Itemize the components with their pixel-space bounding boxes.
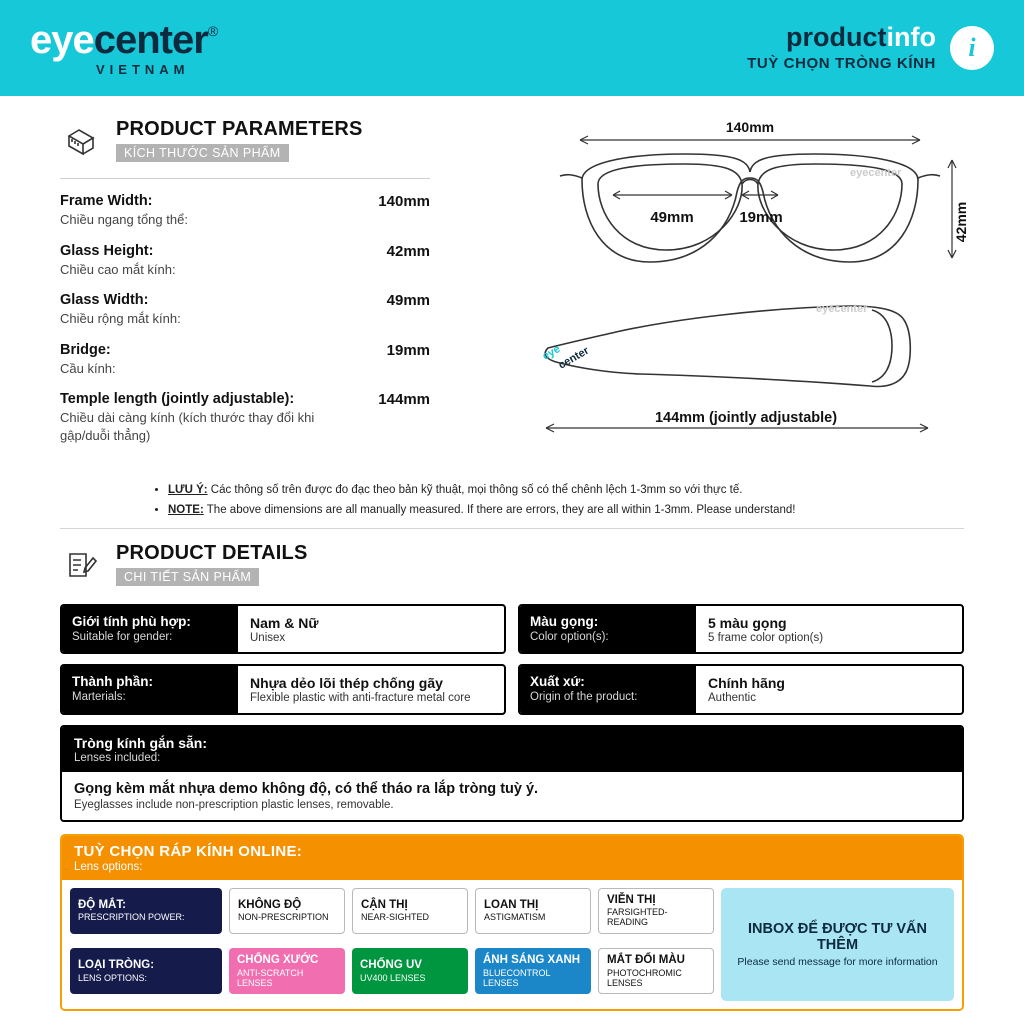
note-pencil-icon bbox=[60, 543, 102, 585]
param-row-glass-width bbox=[60, 292, 430, 328]
diagram-watermark-2: eyecenter bbox=[816, 303, 868, 315]
lenses-included-block bbox=[60, 725, 964, 822]
detail-value-vi: Nhựa dẻo lõi thép chống gãy bbox=[250, 674, 443, 691]
lens-options-row-power bbox=[70, 888, 714, 934]
diagram-temple-label: 144mm (jointly adjustable) bbox=[654, 410, 838, 426]
diagram-lens-height-label: 42mm bbox=[953, 201, 969, 243]
lenses-included-key-en: Lenses included: bbox=[74, 751, 161, 764]
detail-key-en: Origin of the product: bbox=[530, 690, 638, 703]
logo-text-center: center bbox=[93, 18, 208, 62]
details-title-vi: CHI TIẾT SẢN PHẨM bbox=[116, 568, 259, 586]
param-label: Glass Height: bbox=[60, 242, 154, 259]
chip-label-en: NEAR-SIGHTED bbox=[361, 912, 430, 923]
detail-value-vi: Nam & Nữ bbox=[250, 614, 319, 631]
chip-bluecontrol[interactable] bbox=[475, 948, 591, 994]
detail-cell-gender bbox=[60, 604, 506, 654]
header-title bbox=[747, 23, 936, 53]
note-en-label: NOTE: bbox=[168, 503, 204, 516]
logo-text-eye: eye bbox=[30, 18, 94, 62]
detail-value-en: Authentic bbox=[708, 691, 756, 704]
note-en-text: The above dimensions are all manually measured. If there are errors, they are all within 1-3mm. Please understand! bbox=[206, 503, 796, 516]
lenses-included-key-vi: Tròng kính gắn sẵn: bbox=[74, 734, 208, 751]
detail-cell-color bbox=[518, 604, 964, 654]
detail-value-en: Flexible plastic with anti-fracture metal core bbox=[250, 691, 471, 704]
detail-key-en: Marterials: bbox=[72, 690, 126, 703]
inbox-cta-subtitle: Please send message for more information bbox=[737, 956, 938, 969]
param-label: Frame Width: bbox=[60, 193, 153, 209]
page-header bbox=[0, 0, 1024, 96]
chip-lens-options bbox=[70, 948, 222, 994]
chip-label-en: UV400 LENSES bbox=[360, 972, 426, 983]
brand-logo bbox=[30, 20, 218, 76]
chip-label-vi: LOAN THỊ bbox=[484, 898, 539, 911]
param-label: Bridge: bbox=[60, 341, 111, 358]
parameters-heading bbox=[60, 118, 430, 162]
chip-label-vi: ĐỘ MẮT: bbox=[78, 898, 126, 911]
header-right-block bbox=[747, 23, 994, 72]
details-row-1 bbox=[60, 604, 964, 654]
lenses-included-value-vi: Gọng kèm mắt nhựa demo không độ, có thể tháo ra lắp tròng tuỳ ý. bbox=[74, 780, 539, 797]
divider-parameters bbox=[60, 178, 430, 179]
detail-key-vi: Giới tính phù hợp: bbox=[72, 614, 191, 629]
chip-photochromic[interactable] bbox=[598, 948, 714, 994]
logo-registered-mark: ® bbox=[207, 23, 219, 39]
detail-key-en: Color option(s): bbox=[530, 630, 609, 643]
header-title-word1: product bbox=[786, 22, 887, 53]
product-details-heading bbox=[60, 542, 308, 586]
param-row-bridge bbox=[60, 342, 430, 378]
chip-label-en: PHOTOCHROMIC LENSES bbox=[607, 967, 682, 988]
chip-anti-scratch[interactable] bbox=[229, 948, 345, 994]
lenses-included-value-en: Eyeglasses include non-prescription plastic lenses, removable. bbox=[74, 798, 394, 811]
notes-block bbox=[150, 482, 950, 521]
detail-value-en: Unisex bbox=[250, 631, 286, 644]
chip-label-vi: MẮT ĐỔI MÀU bbox=[607, 954, 685, 967]
chip-uv400[interactable] bbox=[352, 948, 468, 994]
eyeglass-diagram bbox=[520, 110, 980, 480]
lens-options-chips bbox=[70, 888, 714, 1002]
chip-label-vi: CHỐNG XƯỚC bbox=[237, 954, 319, 967]
detail-cell-materials bbox=[60, 664, 506, 714]
param-label: Glass Width: bbox=[60, 292, 149, 309]
chip-label-vi: ÁNH SÁNG XANH bbox=[483, 954, 581, 967]
chip-label-en: NON-PRESCRIPTION bbox=[238, 912, 329, 923]
info-icon: i bbox=[950, 26, 994, 70]
chip-farsighted[interactable] bbox=[598, 888, 714, 934]
lens-options-row-type bbox=[70, 948, 714, 994]
diagram-lens-width-label: 49mm bbox=[650, 209, 694, 226]
lens-options-title-vi: TUỲ CHỌN RÁP KÍNH ONLINE: bbox=[74, 842, 303, 860]
divider-section bbox=[60, 528, 964, 529]
detail-value-vi: Chính hãng bbox=[708, 674, 785, 691]
chip-label-vi: CHỐNG UV bbox=[360, 958, 422, 971]
param-value: 144mm bbox=[378, 391, 430, 409]
detail-key-vi: Thành phần: bbox=[72, 674, 153, 690]
param-label-vi: Chiều ngang tổng thể: bbox=[60, 212, 188, 227]
param-label-vi: Chiều dài càng kính (kích thước thay đổi khi gập/duỗi thẳng) bbox=[60, 410, 315, 443]
note-vi bbox=[168, 482, 950, 499]
detail-key-vi: Màu gọng: bbox=[530, 614, 599, 629]
param-label-vi: Cầu kính: bbox=[60, 360, 116, 376]
note-en bbox=[168, 502, 950, 519]
param-label: Temple length (jointly adjustable): bbox=[60, 391, 295, 408]
note-vi-text: Các thông số trên được đo đạc theo bản kỹ thuật, mọi thông số có thể chênh lệch 1-3mm so với thực tế. bbox=[210, 484, 743, 496]
chip-label-en: ASTIGMATISM bbox=[484, 912, 546, 923]
diagram-temple-logo bbox=[541, 343, 592, 372]
param-row-temple-length bbox=[60, 391, 430, 444]
svg-text:eye: eye bbox=[540, 343, 563, 363]
chip-label-vi: CẬN THỊ bbox=[361, 898, 408, 911]
detail-cell-origin bbox=[518, 664, 964, 714]
chip-label-en: LENS OPTIONS: bbox=[78, 972, 148, 983]
diagram-bridge-label: 19mm bbox=[739, 209, 783, 226]
chip-astigmatism[interactable] bbox=[475, 888, 591, 934]
chip-label-vi: LOẠI TRÒNG: bbox=[78, 958, 155, 971]
chip-label-en: PRESCRIPTION POWER: bbox=[78, 912, 185, 923]
diagram-front-width-label: 140mm bbox=[725, 119, 775, 135]
product-parameters-section bbox=[60, 118, 430, 458]
param-value: 42mm bbox=[386, 242, 430, 260]
header-title-word2: info bbox=[886, 22, 936, 53]
chip-non-prescription[interactable] bbox=[229, 888, 345, 934]
svg-text:center: center bbox=[556, 344, 592, 372]
details-title-en: PRODUCT DETAILS bbox=[116, 542, 308, 564]
chip-label-en: BLUECONTROL LENSES bbox=[483, 967, 551, 988]
detail-key-vi: Xuất xứ: bbox=[530, 674, 585, 690]
chip-label-en: FARSIGHTED-READING bbox=[607, 907, 668, 928]
chip-prescription-power bbox=[70, 888, 222, 934]
parameters-title-vi: KÍCH THƯỚC SẢN PHẨM bbox=[116, 144, 289, 162]
chip-label-vi: VIỄN THỊ bbox=[607, 893, 656, 906]
param-label-vi: Chiều rộng mắt kính: bbox=[60, 311, 181, 327]
product-details-grid bbox=[60, 604, 964, 1011]
chip-label-vi: KHÔNG ĐỘ bbox=[238, 898, 302, 911]
inbox-cta-title: INBOX ĐỂ ĐƯỢC TƯ VẤN THÊM bbox=[747, 921, 928, 954]
param-row-frame-width bbox=[60, 193, 430, 229]
param-label-vi: Chiều cao mắt kính: bbox=[60, 261, 176, 277]
detail-value-en: 5 frame color option(s) bbox=[708, 631, 824, 644]
parameters-title-en: PRODUCT PARAMETERS bbox=[116, 118, 363, 140]
chip-label-en: ANTI-SCRATCH LENSES bbox=[237, 967, 304, 988]
logo-subtitle: VIETNAM bbox=[96, 62, 190, 77]
detail-value-vi: 5 màu gọng bbox=[708, 614, 787, 631]
lens-options-title-en: Lens options: bbox=[74, 860, 143, 873]
chip-near-sighted[interactable] bbox=[352, 888, 468, 934]
detail-key-en: Suitable for gender: bbox=[72, 630, 173, 643]
param-value: 49mm bbox=[386, 292, 430, 310]
inbox-cta[interactable] bbox=[721, 888, 954, 1002]
note-vi-label: LƯU Ý: bbox=[168, 484, 208, 496]
ruler-icon bbox=[60, 119, 102, 161]
param-value: 140mm bbox=[378, 193, 430, 210]
param-row-glass-height bbox=[60, 243, 430, 279]
header-subtitle: TUỲ CHỌN TRÒNG KÍNH bbox=[747, 55, 936, 73]
details-row-2 bbox=[60, 664, 964, 714]
diagram-watermark: eyecenter bbox=[850, 167, 902, 179]
lens-options-block bbox=[60, 834, 964, 1012]
param-value: 19mm bbox=[386, 341, 430, 359]
